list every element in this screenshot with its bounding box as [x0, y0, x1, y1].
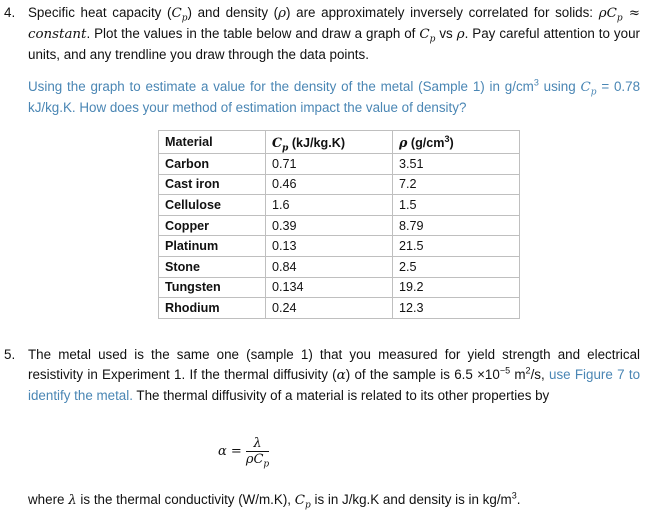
table-row — [159, 298, 520, 319]
cell-cp: 0.84 — [266, 256, 393, 277]
q4-graph-rho: ρ — [456, 27, 465, 42]
header-cp-sub: p — [282, 143, 289, 154]
q4-relation-c: C — [606, 6, 617, 21]
q4-text-2c: . Pay careful attention to your units, and any trendline you draw through the data points. — [28, 26, 640, 62]
cell-cp: 0.13 — [266, 236, 393, 257]
q4-cp-sub: p — [181, 13, 188, 24]
table-row — [159, 236, 520, 257]
header-rho-sup: 3 — [444, 133, 450, 144]
q4-blue-c: C — [580, 80, 591, 95]
q4-relation-rho: ρ — [598, 6, 607, 21]
cell-cp: 0.71 — [266, 154, 393, 175]
cell-rho: 1.5 — [393, 195, 520, 216]
q4-graph-c-sub: p — [429, 34, 436, 45]
formula-denominator — [245, 452, 270, 470]
q4-blue-text-c: = 0.78 kJ/kg.K. How does your method of estimation impact the value of density? — [28, 79, 641, 115]
where-lambda: λ — [68, 493, 77, 508]
cell-rho: 21.5 — [393, 236, 520, 257]
q4-relation-constant: constant — [28, 27, 87, 42]
header-rho-symbol: ρ — [399, 134, 408, 150]
q5-sq: 2 — [525, 365, 531, 376]
q4-text-2b: . Plot the values in the table below and draw a graph of — [86, 26, 420, 41]
q4-blue-text-a: Using the graph to estimate a value for the density of the metal (Sample 1) in g/cm — [28, 79, 534, 94]
where-c: C — [294, 493, 305, 508]
header-cp — [266, 131, 393, 154]
q4-blue-sup: 3 — [533, 77, 539, 88]
q5-text-a: The metal used is the same one (sample 1) that you measured for yield strength and electrical resistivity in Experiment 1. If the thermal diffusivity ( — [28, 347, 640, 382]
cell-material: Cast iron — [159, 174, 266, 195]
question-5-body — [28, 345, 640, 406]
cell-material: Carbon — [159, 154, 266, 175]
header-cp-symbol: C — [272, 134, 283, 150]
cell-material: Copper — [159, 215, 266, 236]
header-material: Material — [159, 131, 266, 154]
q5-text-e: The thermal diffusivity of a material is related to its other properties by — [132, 388, 550, 403]
q4-graph-vs: vs — [435, 26, 457, 41]
cell-rho: 7.2 — [393, 174, 520, 195]
question-4-instruction — [28, 77, 640, 118]
cell-rho: 3.51 — [393, 154, 520, 175]
materials-table — [158, 130, 520, 319]
q4-graph-c: C — [419, 27, 430, 42]
table-row — [159, 174, 520, 195]
cell-rho: 19.2 — [393, 277, 520, 298]
where-d: is in J/kg.K and density is in kg/m — [310, 492, 512, 507]
diffusivity-formula — [218, 436, 270, 470]
formula-den-rho: ρ — [245, 452, 254, 467]
header-rho-unit: (g/cm — [407, 135, 445, 150]
table-row — [159, 215, 520, 236]
cell-rho: 8.79 — [393, 215, 520, 236]
cell-cp: 0.39 — [266, 215, 393, 236]
q5-text-c: m — [510, 367, 526, 382]
q4-text-1b: ) and density ( — [187, 5, 279, 20]
formula-lhs: α = — [218, 444, 242, 459]
where-e: . — [516, 492, 521, 507]
where-a: where — [28, 492, 69, 507]
q4-relation-c-sub: p — [616, 13, 623, 24]
cell-material: Tungsten — [159, 277, 266, 298]
cell-rho: 12.3 — [393, 298, 520, 319]
table-row — [159, 154, 520, 175]
table-row — [159, 195, 520, 216]
cell-material: Platinum — [159, 236, 266, 257]
cell-material: Rhodium — [159, 298, 266, 319]
q5-alpha: α — [336, 368, 346, 383]
cell-cp: 0.24 — [266, 298, 393, 319]
q5-text-d: /s, — [530, 367, 549, 382]
question-5-number: 5. — [4, 347, 16, 362]
formula-fraction — [245, 436, 270, 470]
q4-cp-symbol: C — [171, 6, 182, 21]
header-cp-unit: (kJ/kg.K) — [288, 135, 346, 150]
cell-cp: 1.6 — [266, 195, 393, 216]
table-header-row — [159, 131, 520, 154]
header-rho — [393, 131, 520, 154]
where-sup: 3 — [511, 490, 517, 501]
cell-material: Stone — [159, 256, 266, 277]
formula-numerator: λ — [246, 436, 269, 452]
question-4-number: 4. — [4, 5, 16, 20]
formula-den-sub: p — [263, 459, 270, 470]
cell-cp: 0.134 — [266, 277, 393, 298]
cell-rho: 2.5 — [393, 256, 520, 277]
q5-where-line — [28, 490, 640, 511]
q4-text-1: Specific heat capacity ( — [28, 5, 172, 20]
q4-blue-text-b: using — [538, 79, 581, 94]
where-c-sub: p — [304, 500, 311, 511]
q4-relation-approx: ≈ — [622, 6, 640, 21]
q4-text-1c: ) are approximately inversely correlated for solids: — [286, 5, 594, 20]
q5-exp: −5 — [499, 365, 511, 376]
cell-cp: 0.46 — [266, 174, 393, 195]
header-rho-close: ) — [449, 135, 454, 150]
cell-material: Cellulose — [159, 195, 266, 216]
q5-blue-instruction: use Figure 7 to identify the metal. — [28, 367, 641, 403]
where-b: is the thermal conductivity (W/m.K), — [76, 492, 295, 507]
question-4-body — [28, 3, 640, 65]
q4-blue-c-sub: p — [590, 87, 597, 98]
q5-text-b: ) of the sample is 6.5 ×10 — [345, 367, 500, 382]
q4-rho: ρ — [278, 6, 287, 21]
table-body — [159, 154, 520, 319]
formula-den-c: C — [253, 452, 264, 467]
table-row — [159, 256, 520, 277]
table-row — [159, 277, 520, 298]
